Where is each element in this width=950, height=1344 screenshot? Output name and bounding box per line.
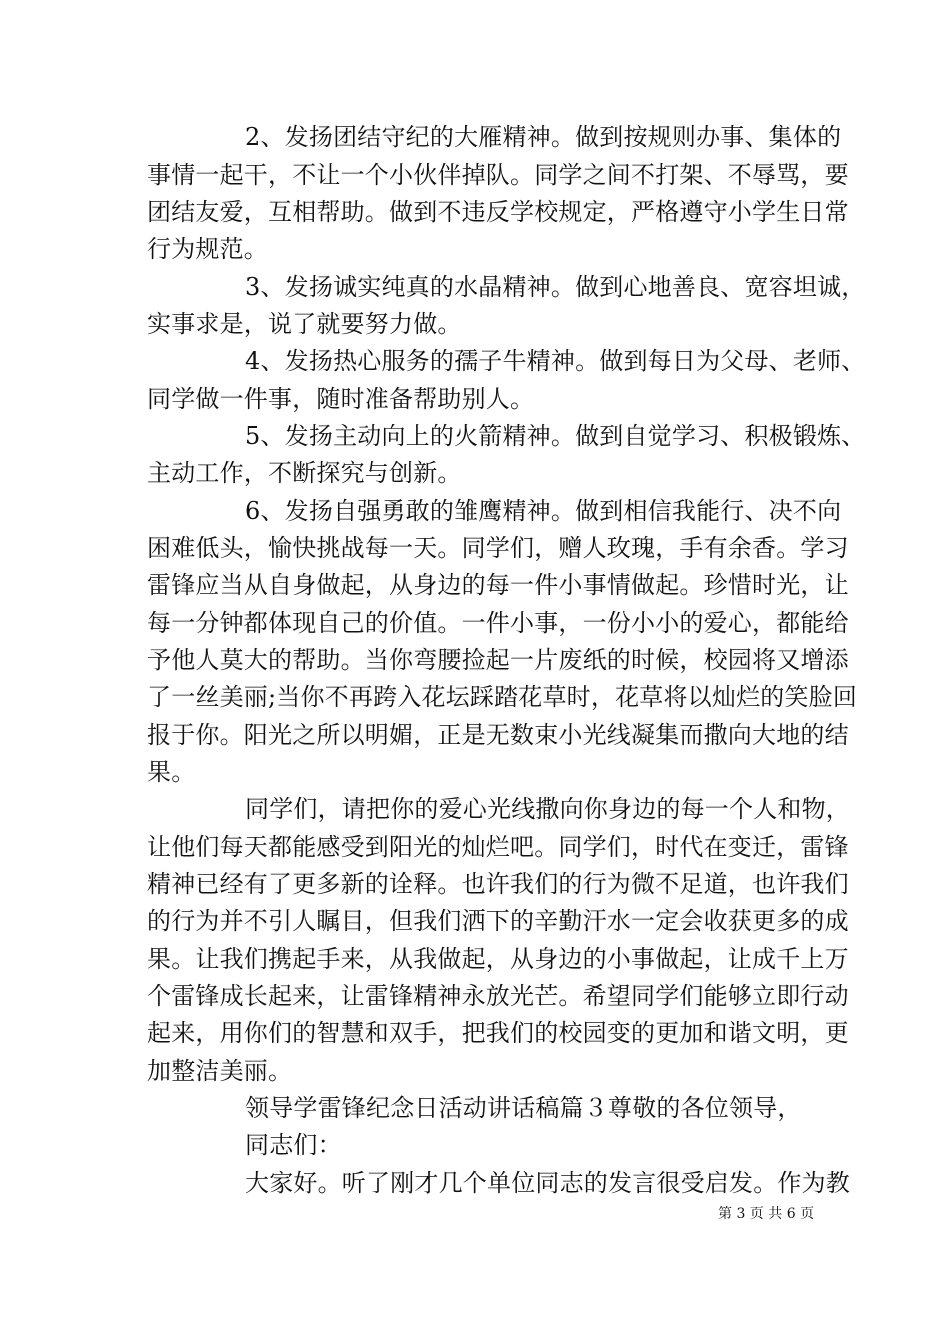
text-line: 精神已经有了更多新的诠释。也许我们的行为微不足道，也许我们 [147, 870, 849, 898]
text-line: 6、发扬自强勇敢的雏鹰精神。做到相信我能行、决不向 [245, 497, 842, 525]
text-line: 团结友爱，互相帮助。做到不违反学校规定，严格遵守小学生日常 [147, 198, 849, 226]
text-line: 起来，用你们的智慧和双手，把我们的校园变的更加和谐文明，更 [147, 1019, 849, 1047]
text-line: 同学们，请把你的爱心光线撒向你身边的每一个人和物， [245, 795, 850, 823]
text-line: 主动工作，不断探究与创新。 [147, 459, 462, 487]
text-line: 报于你。阳光之所以明媚，正是无数束小光线凝集而撒向大地的结 [147, 721, 849, 749]
text-line: 5、发扬主动向上的火箭精神。做到自觉学习、积极锻炼、 [245, 422, 866, 450]
text-line: 3、发扬诚实纯真的水晶精神。做到心地善良、宽容坦诚， [245, 273, 866, 301]
text-line: 雷锋应当从自身做起，从身边的每一件小事情做起。珍惜时光，让 [147, 571, 849, 599]
text-line: 了一丝美丽;当你不再跨入花坛踩踏花草时，花草将以灿烂的笑脸回 [147, 683, 858, 711]
section-heading-line: 领导学雷锋纪念日活动讲话稿篇３尊敬的各位领导， [245, 1094, 802, 1122]
salutation-line: 同志们： [245, 1131, 342, 1159]
text-line: 每一分钟都体现自己的价值。一件小事，一份小小的爱心，都能给 [147, 609, 849, 637]
text-line: 同学做一件事，随时准备帮助别人。 [147, 385, 535, 413]
text-line: 加整洁美丽。 [147, 1057, 293, 1085]
text-line: 大家好。听了刚才几个单位同志的发言很受启发。作为教 [245, 1169, 850, 1197]
page-number: 第 3 页 共 6 页 [718, 1206, 815, 1222]
text-line: 果。让我们携起手来，从我做起，从身边的小事做起，让成千上万 [147, 945, 849, 973]
text-line: 的行为并不引人瞩目，但我们洒下的辛勤汗水一定会收获更多的成 [147, 907, 849, 935]
text-line: 事情一起干，不让一个小伙伴掉队。同学之间不打架、不辱骂，要 [147, 161, 849, 189]
text-line: 行为规范。 [147, 235, 268, 263]
text-line: 困难低头，愉快挑战每一天。同学们，赠人玫瑰，手有余香。学习 [147, 534, 849, 562]
text-line: 果。 [147, 758, 196, 786]
text-line: 予他人莫大的帮助。当你弯腰捡起一片废纸的时候，校园将又增添 [147, 646, 849, 674]
text-line: 个雷锋成长起来，让雷锋精神永放光芒。希望同学们能够立即行动 [147, 982, 849, 1010]
text-line: 2、发扬团结守纪的大雁精神。做到按规则办事、集体的 [245, 123, 842, 151]
text-line: 让他们每天都能感受到阳光的灿烂吧。同学们，时代在变迁，雷锋 [147, 833, 849, 861]
text-line: 4、发扬热心服务的孺子牛精神。做到每日为父母、老师、 [245, 347, 866, 375]
text-line: 实事求是，说了就要努力做。 [147, 310, 462, 338]
